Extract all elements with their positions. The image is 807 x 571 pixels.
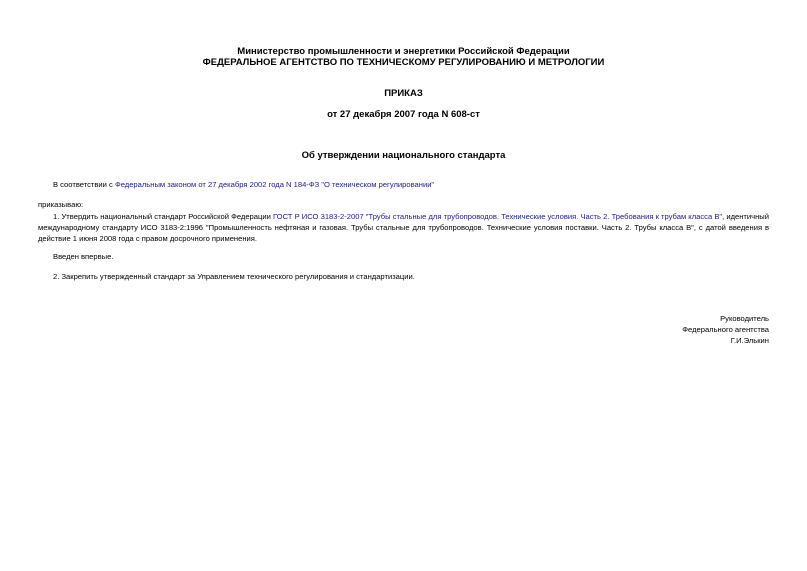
agency-name: ФЕДЕРАЛЬНОЕ АГЕНТСТВО ПО ТЕХНИЧЕСКОМУ РЕГУЛИРОВАНИЮ И МЕТРОЛОГИИ (202, 57, 605, 68)
first-time-note: Введен впервые. (53, 252, 114, 261)
basis-paragraph (38, 179, 769, 190)
document-page (38, 0, 769, 571)
item-2-paragraph: 2. Закрепить утвержденный стандарт за Управлением технического регулирования и стандартизации. (53, 272, 415, 281)
signature-organization: Федерального агентства (682, 325, 769, 334)
ministry-name: Министерство промышленности и энергетики Российской Федерации (237, 46, 570, 57)
item-1-prefix: 1. Утвердить национальный стандарт Российской Федерации (53, 212, 273, 221)
order-word: приказываю: (38, 200, 84, 209)
signature-name: Г.И.Элькин (730, 336, 769, 345)
item-1-suffix: , идентичный международному стандарту ИСО 3183-2:1996 "Промышленность нефтяная и газовая. Трубы стальные для трубопроводов. Технические условия поставки. Часть 2. Трубы класса В", с датой введения в действие 1 июня 2008 года с правом досрочного применения. (38, 212, 770, 243)
document-type: ПРИКАЗ (384, 88, 423, 99)
signature-title: Руководитель (720, 314, 769, 323)
document-subject: Об утверждении национального стандарта (301, 150, 506, 161)
federal-law-link[interactable]: Федеральным законом от 27 декабря 2002 года N 184-ФЗ "О техническом регулировании" (114, 180, 435, 189)
item-1-paragraph (38, 211, 769, 244)
basis-prefix: В соответствии с (53, 180, 115, 189)
gost-standard-link[interactable]: ГОСТ Р ИСО 3183-2-2007 "Трубы стальные для трубопроводов. Технические условия. Часть 2. Требования к трубам класса В" (272, 212, 723, 221)
document-date-number: от 27 декабря 2007 года N 608-ст (327, 109, 480, 120)
